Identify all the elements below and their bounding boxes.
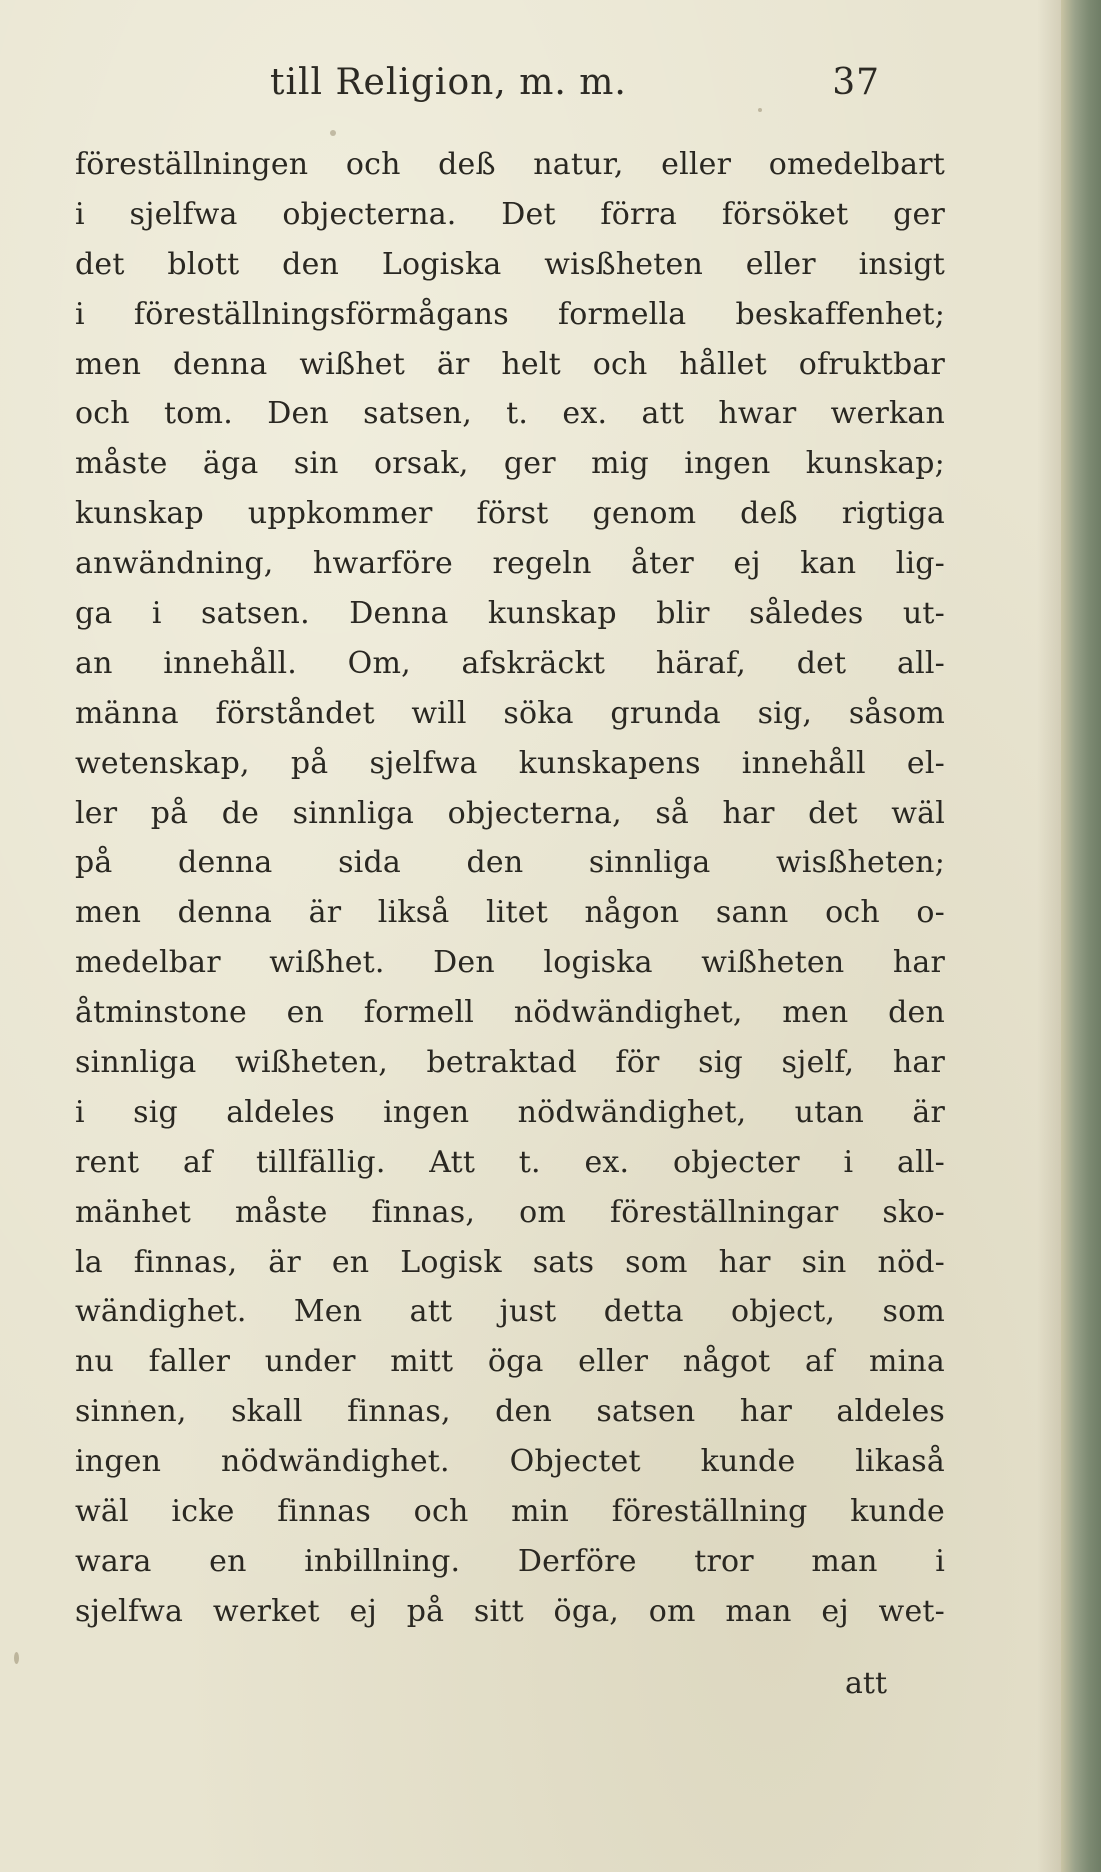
page-header [270,62,910,122]
paper-spot [758,108,762,112]
page-edge [1061,0,1101,1872]
text-line: föreställningen och deß natur, eller omedelbart [75,147,945,182]
text-line: åtminstone en formell nödwändighet, men den [75,995,945,1031]
text-line: ingen nödwändighet. Objectet kunde likaså [75,1444,945,1480]
text-line: i sig aldeles ingen nödwändighet, utan är [75,1094,945,1130]
text-line: måste äga sin orsak, ger mig ingen kunskap; [75,446,945,482]
text-line: anwändning, hwarföre regeln åter ej kan lig- [75,546,945,582]
text-line: och tom. Den satsen, t. ex. att hwar werkan [75,396,945,432]
text-line: männa förståndet will söka grunda sig, såsom [75,695,945,731]
page-number: 37 [832,62,880,103]
text-line: medelbar wißhet. Den logiska wißheten har [75,945,945,981]
text-line: nu faller under mitt öga eller något af mina [75,1344,945,1380]
text-line: i föreställningsförmågans formella beskaffenhet; [75,296,945,332]
text-line: wändighet. Men att just detta object, som [75,1294,945,1330]
text-line: kunskap uppkommer först genom deß rigtiga [75,496,945,532]
text-line: i sjelfwa objecterna. Det förra försöket ger [75,196,945,232]
text-line: wetenskap, på sjelfwa kunskapens innehåll el- [75,745,945,781]
paper-spot [330,130,336,136]
text-line: men denna wißhet är helt och hållet ofruktbar [75,346,945,382]
text-line: det blott den Logiska wisßheten eller insigt [75,246,945,282]
text-line: mänhet måste finnas, om föreställningar sko- [75,1194,945,1230]
text-line: la finnas, är en Logisk sats som har sin nöd- [75,1244,945,1280]
text-line: sinnliga wißheten, betraktad för sig sjelf, har [75,1045,945,1081]
text-line: sjelfwa werket ej på sitt öga, om man ej wet- [75,1593,945,1629]
gutter-shadow [1037,0,1061,1872]
paper-spot [14,1652,19,1664]
text-line: på denna sida den sinnliga wisßheten; [75,845,945,881]
text-line: rent af tillfällig. Att t. ex. objecter i all- [75,1144,945,1180]
text-line: wara en inbillning. Derföre tror man i [75,1543,945,1579]
text-line: ler på de sinnliga objecterna, så har det wäl [75,795,945,831]
catchword: att [845,1666,887,1701]
text-line: ga i satsen. Denna kunskap blir således ut- [75,596,945,632]
body-text [75,140,945,1637]
paper-spot [128,1400,131,1403]
text-line: sinnen, skall finnas, den satsen har aldeles [75,1394,945,1430]
running-title: till Religion, m. m. [270,62,627,103]
text-line: wäl icke finnas och min föreställning kunde [75,1494,945,1530]
text-line: an innehåll. Om, afskräckt häraf, det all- [75,645,945,681]
text-line: men denna är likså litet någon sann och o- [75,895,945,931]
